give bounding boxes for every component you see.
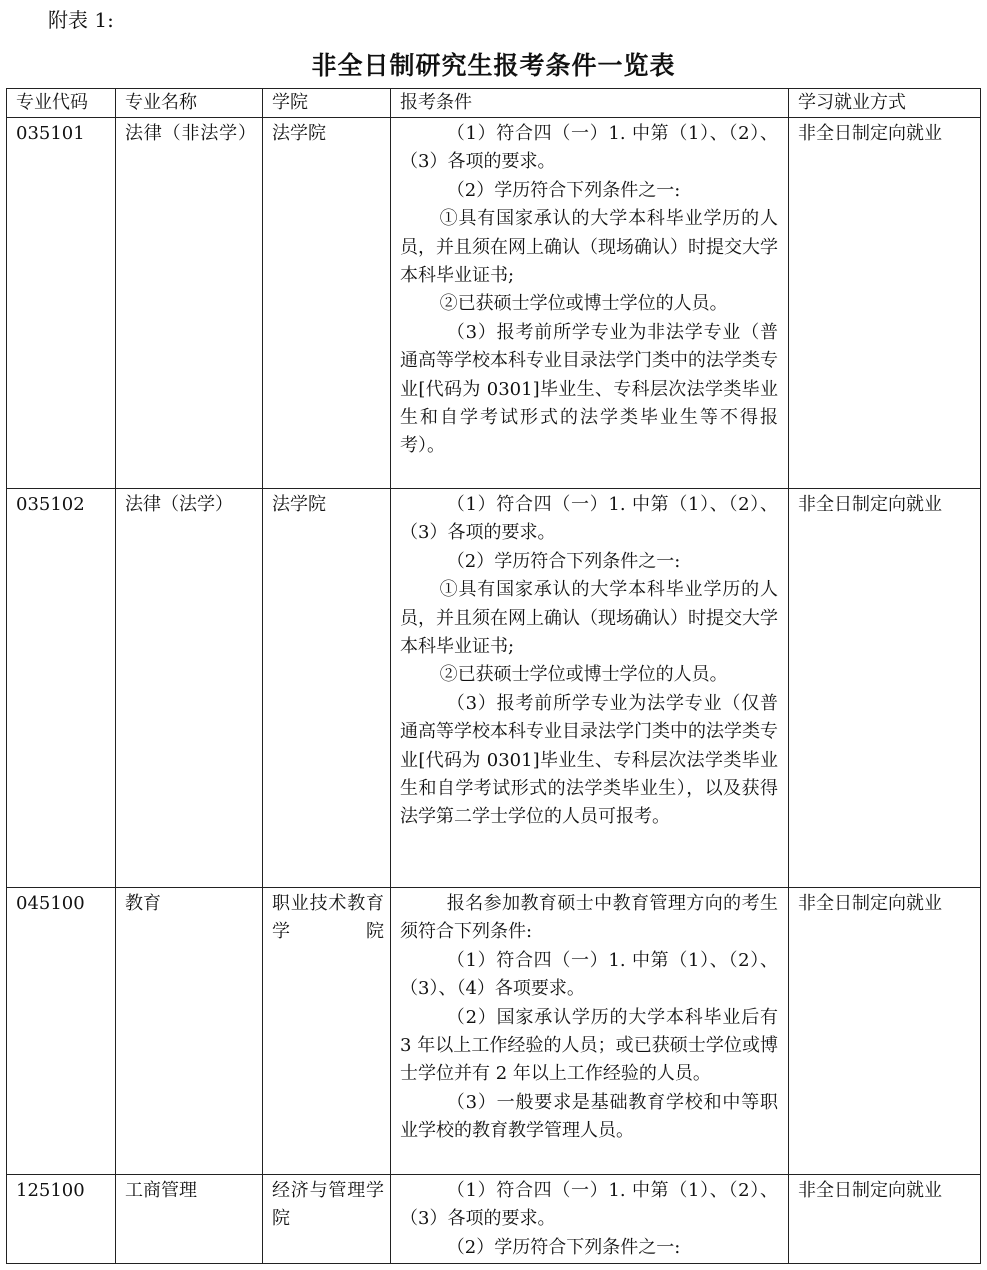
- table-header-row: [6, 88, 981, 117]
- condition-item: （1）符合四（一）1. 中第（1）、（2）、（3）各项的要求。: [400, 123, 778, 173]
- header-mode: 学习就业方式: [788, 89, 981, 117]
- table-row: [6, 887, 981, 1174]
- condition-item: （2）学历符合下列条件之一:: [446, 1236, 681, 1258]
- conditions-cell: [390, 489, 788, 887]
- condition-item: （3）一般要求是基础教育学校和中等职业学校的教育教学管理人员。: [400, 1091, 778, 1142]
- condition-item: ②已获硕士学位或博士学位的人员。: [439, 293, 728, 315]
- header-code: 专业代码: [6, 89, 115, 117]
- conditions-cell: [390, 1175, 788, 1263]
- study-mode: 非全日制定向就业: [788, 888, 981, 1174]
- condition-item: （2）学历符合下列条件之一:: [446, 179, 681, 201]
- conditions-cell: [390, 118, 788, 488]
- condition-item: （1）符合四（一）1. 中第（1）、（2）、（3）、（4）各项要求。: [400, 949, 778, 1000]
- condition-item: （2）国家承认学历的大学本科毕业后有 3 年以上工作经验的人员；或已获硕士学位或博士学位并有 2 年以上工作经验的人员。: [400, 1006, 778, 1085]
- header-conditions: 报考条件: [390, 89, 788, 117]
- appendix-caption: 附表 1:: [48, 8, 114, 32]
- college-name: 经济与管理学院: [262, 1175, 390, 1263]
- study-mode: 非全日制定向就业: [788, 118, 981, 488]
- table-row: [6, 1174, 981, 1264]
- study-mode: 非全日制定向就业: [788, 1175, 981, 1263]
- college-name: 法学院: [262, 489, 390, 887]
- condition-item: （3）报考前所学专业为法学专业（仅普通高等学校本科专业目录法学门类中的法学类专业[代码为 0301]毕业生、专科层次法学类毕业生和自学考试形式的法学类毕业生），以及获得法学第二学士学位的人员可报考。: [400, 692, 778, 828]
- header-major: 专业名称: [115, 89, 262, 117]
- condition-item: ②已获硕士学位或博士学位的人员。: [439, 664, 728, 686]
- college-name: 法学院: [262, 118, 390, 488]
- requirements-table: [6, 88, 981, 1264]
- condition-item: （1）符合四（一）1. 中第（1）、（2）、（3）各项的要求。: [400, 1180, 778, 1230]
- table-row: [6, 117, 981, 488]
- major-code: 125100: [6, 1175, 115, 1263]
- condition-item: 报名参加教育硕士中教育管理方向的考生须符合下列条件:: [400, 893, 778, 943]
- study-mode: 非全日制定向就业: [788, 489, 981, 887]
- major-name: 教育: [115, 888, 262, 1174]
- condition-item: （2）学历符合下列条件之一:: [446, 550, 681, 572]
- table-row: [6, 488, 981, 887]
- major-name: 法律（非法学）: [115, 118, 262, 488]
- major-code: 045100: [6, 888, 115, 1174]
- major-code: 035101: [6, 118, 115, 488]
- condition-item: ①具有国家承认的大学本科毕业学历的人员，并且须在网上确认（现场确认）时提交大学本科毕业证书;: [400, 579, 778, 658]
- condition-item: ①具有国家承认的大学本科毕业学历的人员，并且须在网上确认（现场确认）时提交大学本科毕业证书;: [400, 208, 778, 287]
- major-name: 工商管理: [115, 1175, 262, 1263]
- table-title: 非全日制研究生报考条件一览表: [311, 51, 676, 80]
- major-name: 法律（法学）: [115, 489, 262, 887]
- major-code: 035102: [6, 489, 115, 887]
- conditions-cell: [390, 888, 788, 1174]
- header-college: 学院: [262, 89, 390, 117]
- condition-item: （3）报考前所学专业为非法学专业（普通高等学校本科专业目录法学门类中的法学类专业[代码为 0301]毕业生、专科层次法学类毕业生和自学考试形式的法学类毕业生等不得报考）。: [400, 321, 778, 457]
- college-name: 职业技术教育学院: [262, 888, 390, 1174]
- condition-item: （1）符合四（一）1. 中第（1）、（2）、（3）各项的要求。: [400, 494, 778, 544]
